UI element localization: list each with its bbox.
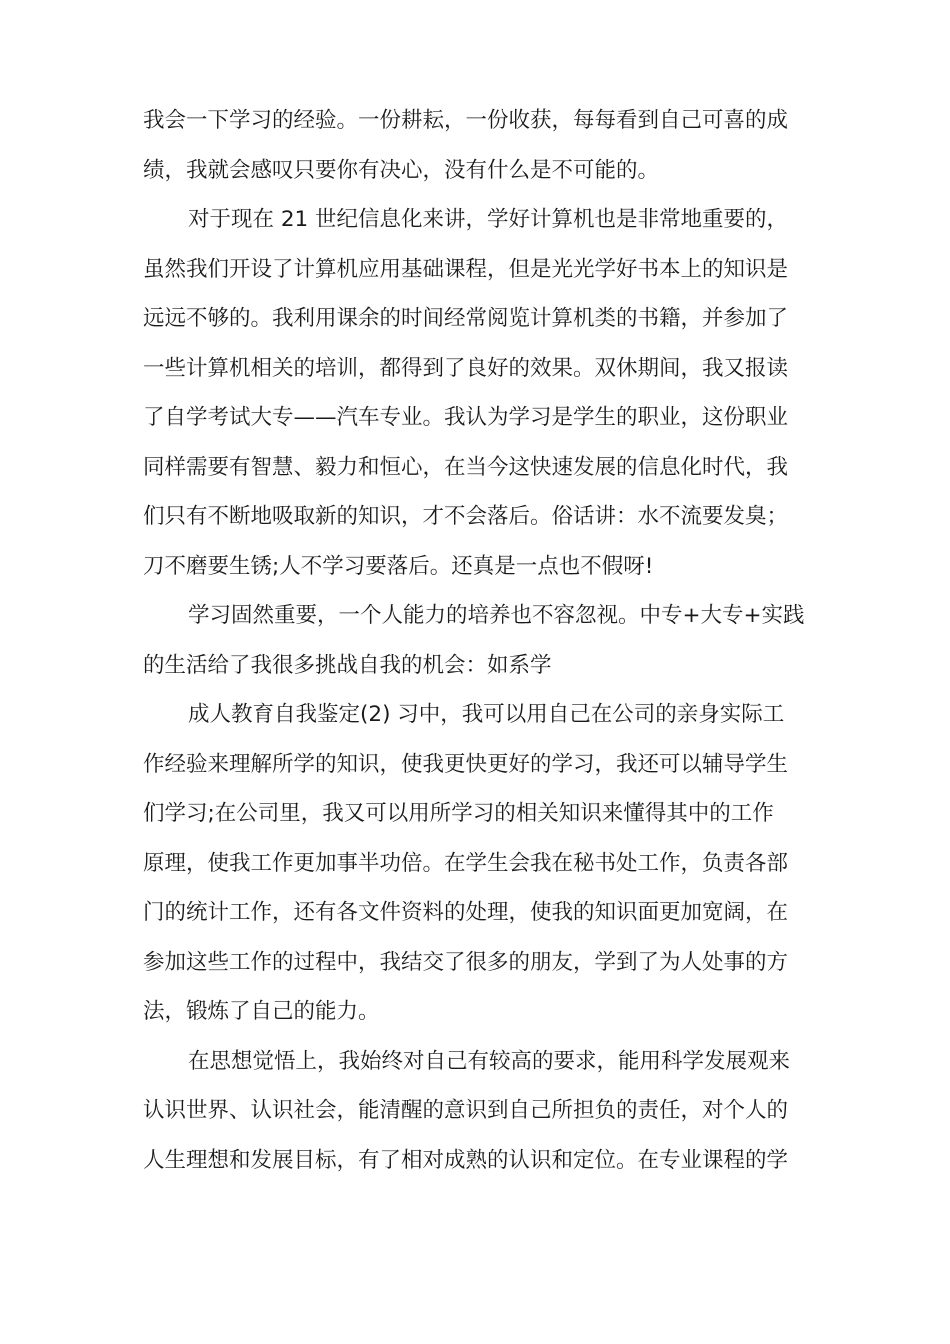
text-line: 了自学考试大专——汽车专业。我认为学习是学生的职业，这份职业 xyxy=(143,405,789,430)
text-line: 学习固然重要，一个人能力的培养也不容忽视。中专+大专+实践 xyxy=(188,603,805,628)
text-line: 刀不磨要生锈;人不学习要落后。还真是一点也不假呀! xyxy=(143,553,654,579)
text-line: 成人教育自我鉴定(2) 习中，我可以用自己在公司的亲身实际工 xyxy=(188,702,785,727)
text-line: 的生活给了我很多挑战自我的机会：如系学 xyxy=(143,652,552,678)
text-line: 在思想觉悟上，我始终对自己有较高的要求，能用科学发展观来 xyxy=(188,1048,791,1074)
text-line: 们学习;在公司里，我又可以用所学习的相关知识来懂得其中的工作 xyxy=(143,801,774,826)
paragraph-4 xyxy=(143,690,823,1037)
paragraph-1 xyxy=(143,96,823,195)
paragraph-5 xyxy=(143,1037,823,1186)
text-line: 认识世界、认识社会，能清醒的意识到自己所担负的责任，对个人的 xyxy=(143,1098,789,1123)
text-line: 我会一下学习的经验。一份耕耘，一份收获，每每看到自己可喜的成 xyxy=(143,108,789,133)
text-line: 同样需要有智慧、毅力和恒心，在当今这快速发展的信息化时代，我 xyxy=(143,454,789,480)
text-line: 绩，我就会感叹只要你有决心，没有什么是不可能的。 xyxy=(143,157,660,183)
paragraph-3 xyxy=(143,591,823,690)
text-line: 对于现在 21 世纪信息化来讲，学好计算机也是非常地重要的， xyxy=(188,207,789,232)
body-text xyxy=(143,96,823,1185)
text-line: 门的统计工作，还有各文件资料的处理，使我的知识面更加宽阔，在 xyxy=(143,900,789,925)
text-line: 人生理想和发展目标，有了相对成熟的认识和定位。在专业课程的学 xyxy=(143,1147,789,1173)
paragraph-2 xyxy=(143,195,823,591)
text-line: 一些计算机相关的培训，都得到了良好的效果。双休期间，我又报读 xyxy=(143,355,789,381)
text-line: 参加这些工作的过程中，我结交了很多的朋友，学到了为人处事的方 xyxy=(143,949,789,975)
text-line: 虽然我们开设了计算机应用基础课程，但是光光学好书本上的知识是 xyxy=(143,256,789,282)
text-line: 原理，使我工作更加事半功倍。在学生会我在秘书处工作，负责各部 xyxy=(143,850,789,876)
text-line: 作经验来理解所学的知识，使我更快更好的学习，我还可以辅导学生 xyxy=(143,751,789,777)
text-line: 法，锻炼了自己的能力。 xyxy=(143,999,380,1024)
text-line: 远远不够的。我利用课余的时间经常阅览计算机类的书籍，并参加了 xyxy=(143,306,789,331)
text-line: 们只有不断地吸取新的知识，才不会落后。俗话讲：水不流要发臭； xyxy=(143,504,789,529)
